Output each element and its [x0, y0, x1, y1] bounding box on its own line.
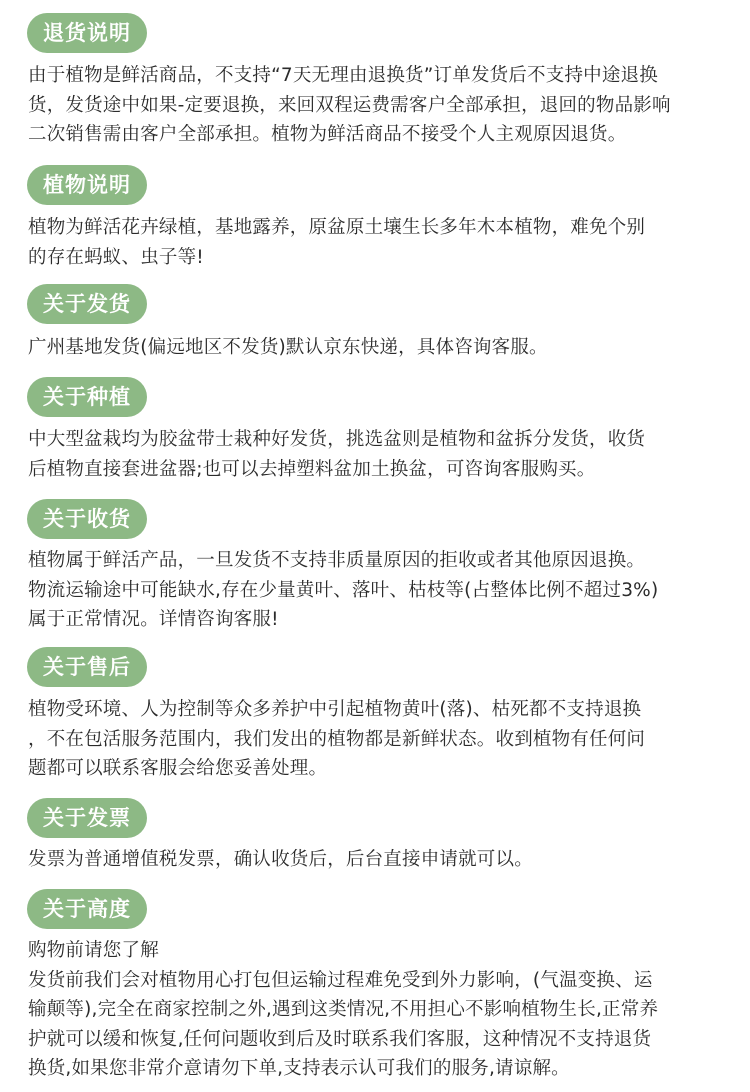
section-body — [28, 333, 728, 363]
section-body — [28, 546, 728, 635]
section-title-badge: 关于高度 — [27, 889, 147, 929]
section-title-badge: 植物说明 — [27, 165, 147, 205]
body-line: 护就可以缓和恢复,任何问题收到后及时联系我们客服，这种情况不支持退货 — [28, 1028, 652, 1050]
section-body — [28, 213, 728, 272]
body-line: 植物属于鲜活产品，一旦发货不支持非质量原因的拒收或者其他原因退换。 — [28, 550, 646, 571]
body-line: ，不在包活服务范围内，我们发出的植物都是新鲜状态。收到植物有任何问 — [28, 728, 646, 750]
body-line: 广州基地发货(偏远地区不发货)默认京东快递，具体咨询客服。 — [28, 337, 548, 358]
body-line: 植物为鲜活花卉绿植，基地露养，原盆原土壤生长多年木本植物，难免个别 — [28, 217, 646, 238]
body-line: 题都可以联系客服会给您妥善处理。 — [28, 758, 328, 779]
body-line: 发票为普通增值税发票，确认收货后，后台直接申请就可以。 — [28, 849, 533, 870]
section-body — [28, 425, 728, 484]
section-title-badge: 关于售后 — [27, 647, 147, 687]
section-title-badge: 关于发票 — [27, 798, 147, 838]
body-line: 物流运输途中可能缺水,存在少量黄叶、落叶、枯枝等(占整体比例不超过3%) — [28, 579, 659, 601]
body-line: 植物受环境、人为控制等众多养护中引起植物黄叶(落)、枯死都不支持退换 — [28, 699, 642, 720]
section-title-badge: 关于收货 — [27, 499, 147, 539]
section-body — [28, 61, 728, 150]
section-title-badge: 退货说明 — [27, 13, 147, 53]
section-title-badge: 关于发货 — [27, 284, 147, 324]
body-line: 换货,如果您非常介意请勿下单,支持表示认可我们的服务,请谅解。 — [28, 1058, 570, 1079]
body-line: 由于植物是鲜活商品，不支持“7天无理由退换货”订单发货后不支持中途退换 — [28, 65, 658, 86]
body-line: 二次销售需由客户全部承担。植物为鲜活商品不接受个人主观原因退货。 — [28, 124, 627, 145]
body-line: 后植物直接套进盆器;也可以去掉塑料盆加土换盆，可咨询客服购买。 — [28, 458, 596, 480]
body-line: 发货前我们会对植物用心打包但运输过程难免受到外力影响，(气温变换、运 — [28, 969, 653, 991]
body-line: 的存在蚂蚁、虫子等! — [28, 246, 204, 268]
body-line: 输颠等),完全在商家控制之外,遇到这类情况,不用担心不影响植物生长,正常养 — [28, 999, 659, 1020]
body-line: 货，发货途中如果-定要退换，来回双程运费需客户全部承担，退回的物品影响 — [28, 94, 671, 116]
body-line: 属于正常情况。详情咨询客服! — [28, 609, 279, 630]
section-title-badge: 关于种植 — [27, 377, 147, 417]
section-body — [28, 845, 728, 875]
body-line: 购物前请您了解 — [28, 940, 159, 961]
body-line: 中大型盆栽均为胶盆带士栽种好发货，挑选盆则是植物和盆拆分发货，收货 — [28, 429, 646, 450]
section-body — [28, 695, 728, 784]
section-body — [28, 936, 728, 1084]
